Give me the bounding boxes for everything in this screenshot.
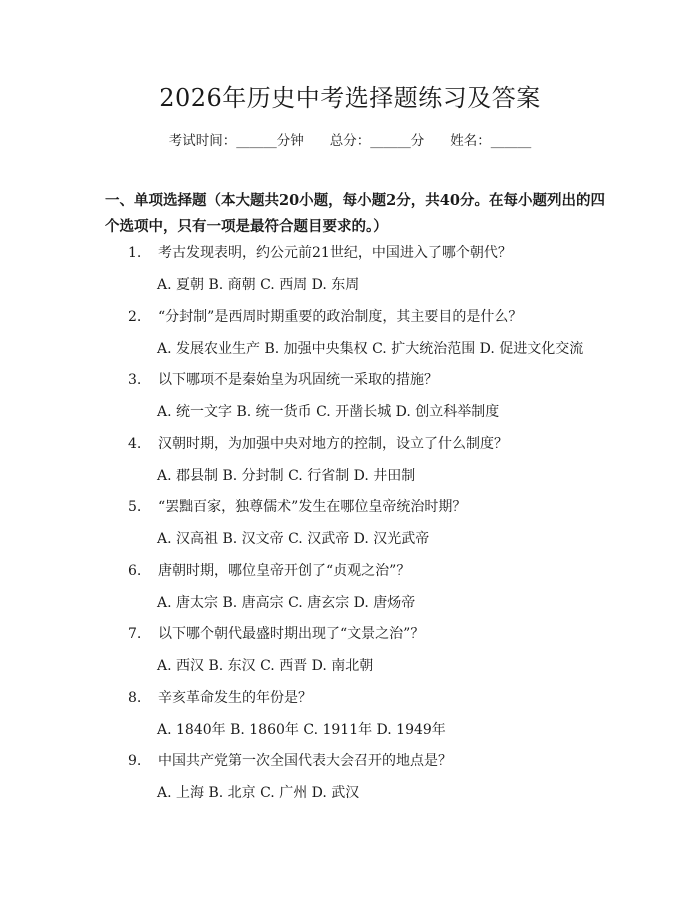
question-item [128,623,628,645]
question-number: 5. [128,499,142,515]
section-heading: 一、单项选择题（本大题共20小题，每小题2分，共40分。在每小题列出的四个选项中，只有一项是最符合题目要求的。） [105,192,605,235]
question-number: 4. [128,435,142,452]
question-options: A. 西汉 B. 东汉 C. 西晋 D. 南北朝 [157,658,374,674]
question-item [128,560,628,582]
question-options: A. 郡县制 B. 分封制 C. 行省制 D. 井田制 [157,467,416,484]
question-options: A. 统一文字 B. 统一货币 C. 开凿长城 D. 创立科举制度 [157,404,500,420]
question-options: A. 发展农业生产 B. 加强中央集权 C. 扩大统治范围 D. 促进文化交流 [157,340,584,357]
exam-info-line [0,130,700,152]
question-text: 辛亥革命发生的年份是？ [158,689,312,706]
question-text: 以下哪项不是秦始皇为巩固统一采取的措施？ [158,372,438,388]
question-options: A. 夏朝 B. 商朝 C. 西周 D. 东周 [157,277,360,293]
question-options: A. 上海 B. 北京 C. 广州 D. 武汉 [157,785,360,801]
question-text: 中国共产党第一次全国代表大会召开的地点是？ [158,753,452,769]
question-number: 2. [128,308,142,325]
question-text: 汉朝时期，为加强中央对地方的控制，设立了什么制度？ [158,435,508,452]
question-number: 1. [128,245,142,261]
question-item [128,242,628,264]
question-text: “罢黜百家，独尊儒术”发生在哪位皇帝统治时期？ [158,499,467,515]
question-text: “分封制”是西周时期重要的政治制度，其主要目的是什么？ [158,308,523,325]
question-options: A. 唐太宗 B. 唐高宗 C. 唐玄宗 D. 唐炀帝 [157,594,416,611]
question-text: 唐朝时期，哪位皇帝开创了“贞观之治”？ [158,562,411,579]
document-title: 2026年历史中考选择题练习及答案 [159,84,541,112]
student-name-field: 姓名：______ [450,133,532,149]
question-number: 3. [128,372,142,388]
question-item [128,369,628,391]
question-options: A. 1840年 B. 1860年 C. 1911年 D. 1949年 [157,721,446,738]
total-score-field: 总分：______分 [329,133,425,149]
question-options: A. 汉高祖 B. 汉文帝 C. 汉武帝 D. 汉光武帝 [157,531,430,547]
question-item [128,750,628,772]
question-number: 7. [128,626,142,642]
question-number: 8. [128,689,142,706]
question-item [128,433,628,455]
question-number: 9. [128,753,142,769]
question-text: 考古发现表明，约公元前21世纪，中国进入了哪个朝代？ [158,245,512,261]
question-item [128,306,628,328]
question-number: 6. [128,562,142,579]
question-text: 以下哪个朝代最盛时期出现了“文景之治”？ [158,626,425,642]
exam-time-field: 考试时间：______分钟 [168,133,304,149]
question-item [128,496,628,518]
question-item [128,687,628,709]
